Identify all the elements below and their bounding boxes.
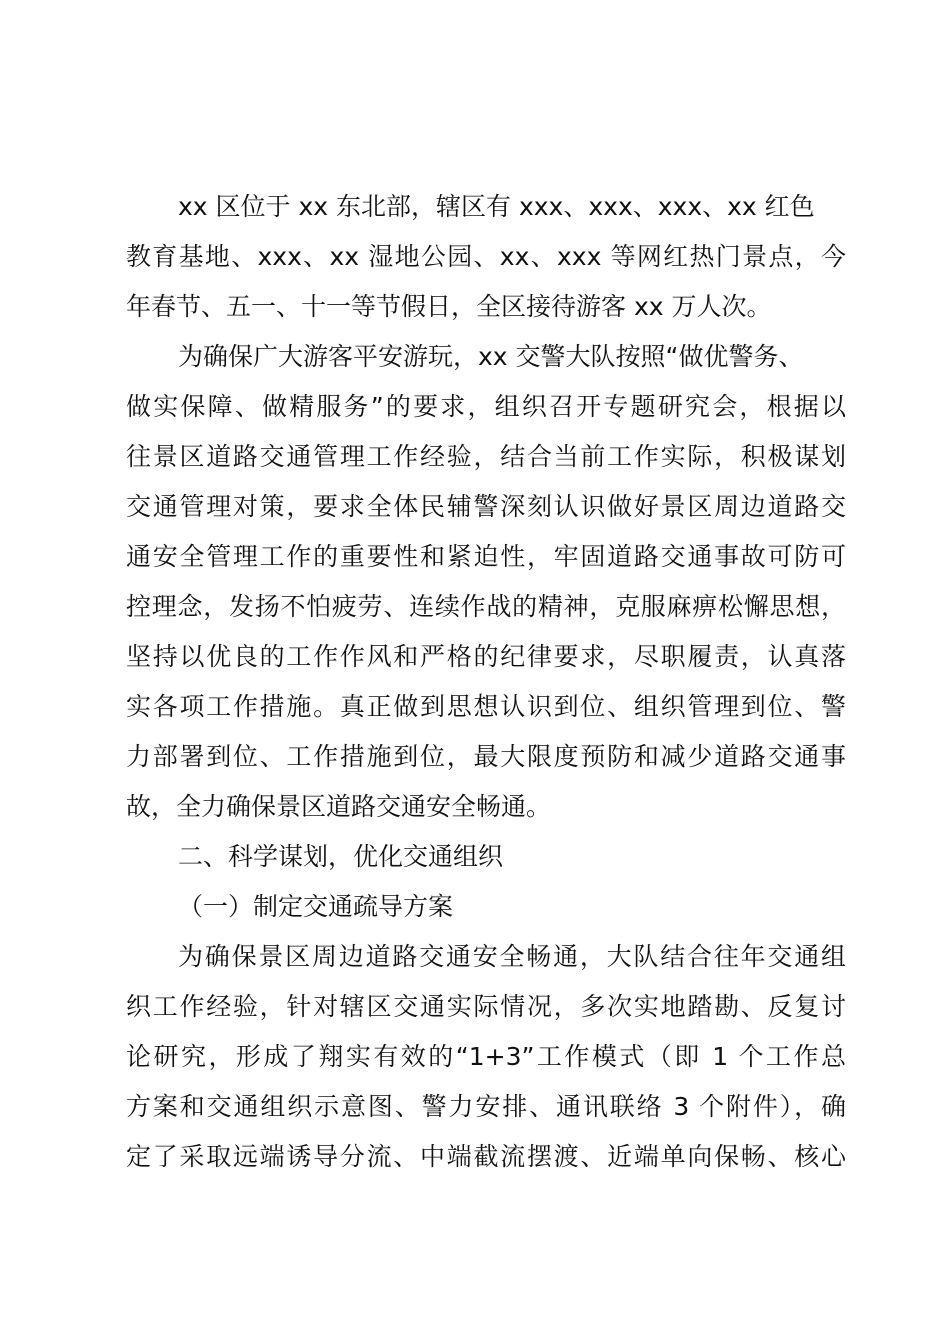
text-line: 织工作经验，针对辖区交通实际情况，多次实地踏勘、反复讨 — [126, 992, 846, 1021]
text-line: 方案和交通组织示意图、警力安排、通讯联络 3 个附件），确 — [126, 1092, 846, 1121]
text-line: 往景区道路交通管理工作经验，结合当前工作实际，积极谋划 — [126, 442, 846, 471]
text-line: 做实保障、做精服务”的要求，组织召开专题研究会，根据以 — [126, 392, 846, 421]
text-line: 论研究，形成了翔实有效的“1+3”工作模式（即 1 个工作总 — [126, 1042, 846, 1071]
text-line: 故，全力确保景区道路交通安全畅通。 — [126, 792, 552, 821]
text-line: 控理念，发扬不怕疲劳、连续作战的精神，克服麻痹松懈思想， — [126, 592, 846, 621]
text-line: 定了采取远端诱导分流、中端截流摆渡、近端单向保畅、核心 — [126, 1142, 846, 1171]
text-line: 交通管理对策，要求全体民辅警深刻认识做好景区周边道路交 — [126, 492, 846, 521]
text-line: 为确保景区周边道路交通安全畅通，大队结合往年交通组 — [178, 942, 846, 971]
section-heading: 二、科学谋划，优化交通组织 — [178, 842, 504, 871]
text-line: 坚持以优良的工作作风和严格的纪律要求，尽职履责，认真落 — [126, 642, 846, 671]
subsection-heading: （一）制定交通疏导方案 — [178, 892, 454, 921]
text-line: xx 区位于 xx 东北部，辖区有 xxx、xxx、xxx、xx 红色 — [178, 192, 815, 221]
text-line: 为确保广大游客平安游玩，xx 交警大队按照“做优警务、 — [178, 342, 804, 371]
text-line: 教育基地、xxx、xx 湿地公园、xx、xxx 等网红热门景点，今 — [126, 242, 846, 271]
text-line: 年春节、五一、十一等节假日，全区接待游客 xx 万人次。 — [126, 292, 772, 321]
text-line: 力部署到位、工作措施到位，最大限度预防和减少道路交通事 — [126, 742, 846, 771]
text-line: 实各项工作措施。真正做到思想认识到位、组织管理到位、警 — [126, 692, 846, 721]
text-line: 通安全管理工作的重要性和紧迫性，牢固道路交通事故可防可 — [126, 542, 846, 571]
